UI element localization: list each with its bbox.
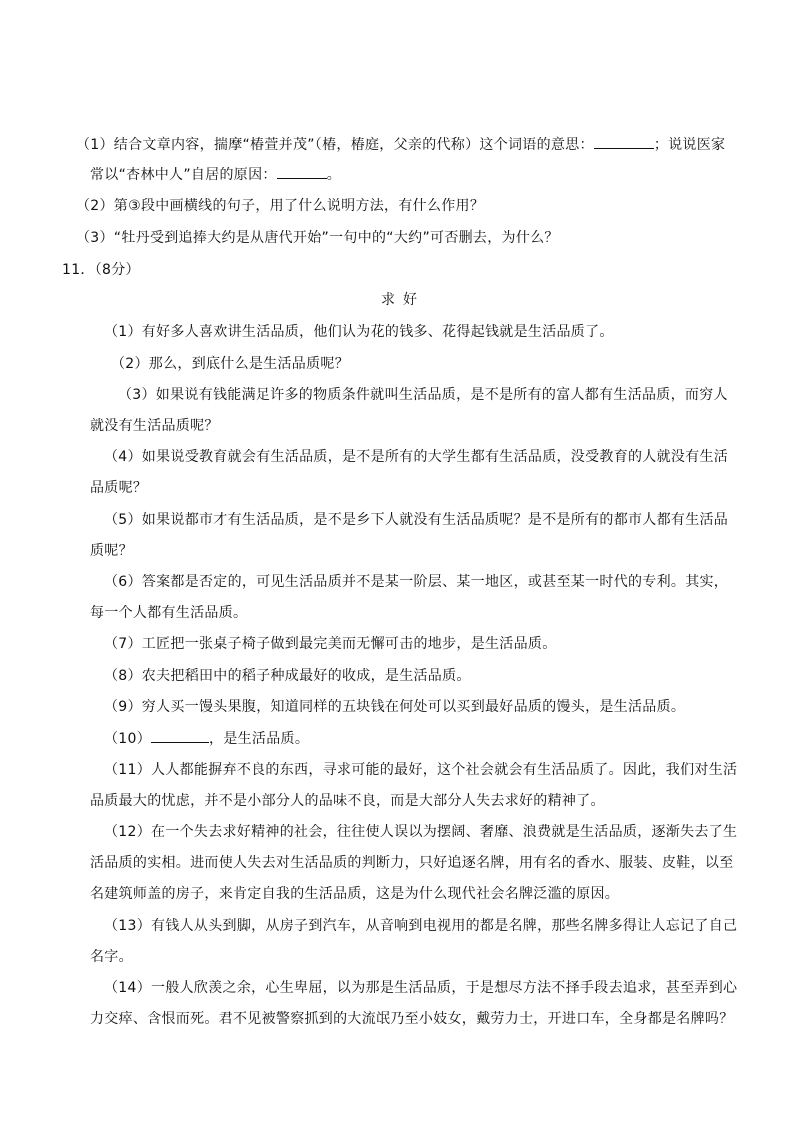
paragraph-10-prefix: （10） <box>104 731 152 747</box>
paragraph-1: （1）有好多人喜欢讲生活品质，他们认为花的钱多、花得起钱就是生活品质了。 <box>104 324 614 340</box>
paragraph-12-line-3: 名建筑师盖的房子，来肯定自我的生活品质，这是为什么现代社会名牌泛滥的原因。 <box>90 886 620 902</box>
paragraph-10 <box>104 728 309 749</box>
paragraph-13-line-2: 名字。 <box>90 949 133 965</box>
answer-blank <box>151 728 209 743</box>
paragraph-12-line-1: （12）在一个失去求好精神的社会，往往使人误以为摆阔、奢靡、浪费就是生活品质，逐渐失去了生 <box>104 824 738 840</box>
paragraph-14-line-1: （14）一般人欣羡之余，心生卑屈，以为那是生活品质，于是想尽方法不择手段去追求，甚至弄到心 <box>104 980 738 996</box>
paragraph-2: （2）那么，到底什么是生活品质呢？ <box>111 356 350 372</box>
paragraph-6-line-2: 每一个人都有生活品质。 <box>90 605 248 621</box>
paragraph-13-line-1: （13）有钱人从头到脚，从房子到汽车，从音响到电视用的都是名牌，那些名牌多得让人忘记了自己 <box>104 918 738 934</box>
question-1-line-2-text: 常以“杏林中人”自居的原因： <box>90 167 277 183</box>
question-1-text: （1）结合文章内容，揣摩“椿萱并茂”（椿，椿庭，父亲的代称）这个词语的意思： <box>76 137 594 153</box>
paragraph-5-line-1: （5）如果说都市才有生活品质，是不是乡下人就没有生活品质呢？是不是所有的都市人都有生活品 <box>104 512 729 528</box>
question-2: （2）第③段中画横线的句子，用了什么说明方法，有什么作用？ <box>76 198 485 214</box>
question-1-tail: ；说说医家 <box>653 137 726 153</box>
paragraph-10-suffix: ，是生活品质。 <box>209 731 310 747</box>
question-11-header: 11．（8分） <box>62 262 140 278</box>
paragraph-11-line-2: 品质最大的忧虑，并不是小部分人的品味不良，而是大部分人失去求好的精神了。 <box>90 793 605 809</box>
paragraph-7: （7）工匠把一张桌子椅子做到最完美而无懈可击的地步，是生活品质。 <box>104 636 557 652</box>
paragraph-12-line-2: 活品质的实相。进而使人失去对生活品质的判断力，只好追逐名牌，用有名的香水、服装、皮鞋，以至 <box>90 855 734 871</box>
paragraph-14-line-2: 力交瘁、含恨而死。君不见被警察抓到的大流氓乃至小妓女，戴劳力士，开进口车，全身都是名牌吗？ <box>90 1011 734 1027</box>
paragraph-4-line-2: 品质呢？ <box>90 480 148 496</box>
paragraph-6-line-1: （6）答案都是否定的，可见生活品质并不是某一阶层、某一地区，或甚至某一时代的专利。其实， <box>104 574 729 590</box>
paragraph-11-line-1: （11）人人都能摒弃不良的东西，寻求可能的最好，这个社会就会有生活品质了。因此，我们对生活 <box>104 762 738 778</box>
question-1-line-2 <box>90 164 341 185</box>
question-1-line-1 <box>76 134 725 155</box>
question-1-line-2-tail: 。 <box>326 167 342 183</box>
answer-blank <box>594 134 654 149</box>
passage-title: 求好 <box>381 292 425 308</box>
answer-blank <box>277 164 327 179</box>
question-3: （3）“牡丹受到追捧大约是从唐代开始”一句中的“大约”可否删去，为什么？ <box>76 230 559 246</box>
paragraph-4-line-1: （4）如果说受教育就会有生活品质，是不是所有的大学生都有生活品质，没受教育的人就没有生活 <box>104 449 729 465</box>
paragraph-9: （9）穷人买一馒头果腹，知道同样的五块钱在何处可以买到最好品质的馒头，是生活品质。 <box>104 699 686 715</box>
paragraph-3-line-1: （3）如果说有钱能满足许多的物质条件就叫生活品质，是不是所有的富人都有生活品质，而穷人 <box>118 387 728 403</box>
paragraph-8: （8）农夫把稻田中的稻子种成最好的收成，是生活品质。 <box>104 668 471 684</box>
paragraph-5-line-2: 质呢？ <box>90 543 133 559</box>
paragraph-3-line-2: 就没有生活品质呢？ <box>90 418 219 434</box>
